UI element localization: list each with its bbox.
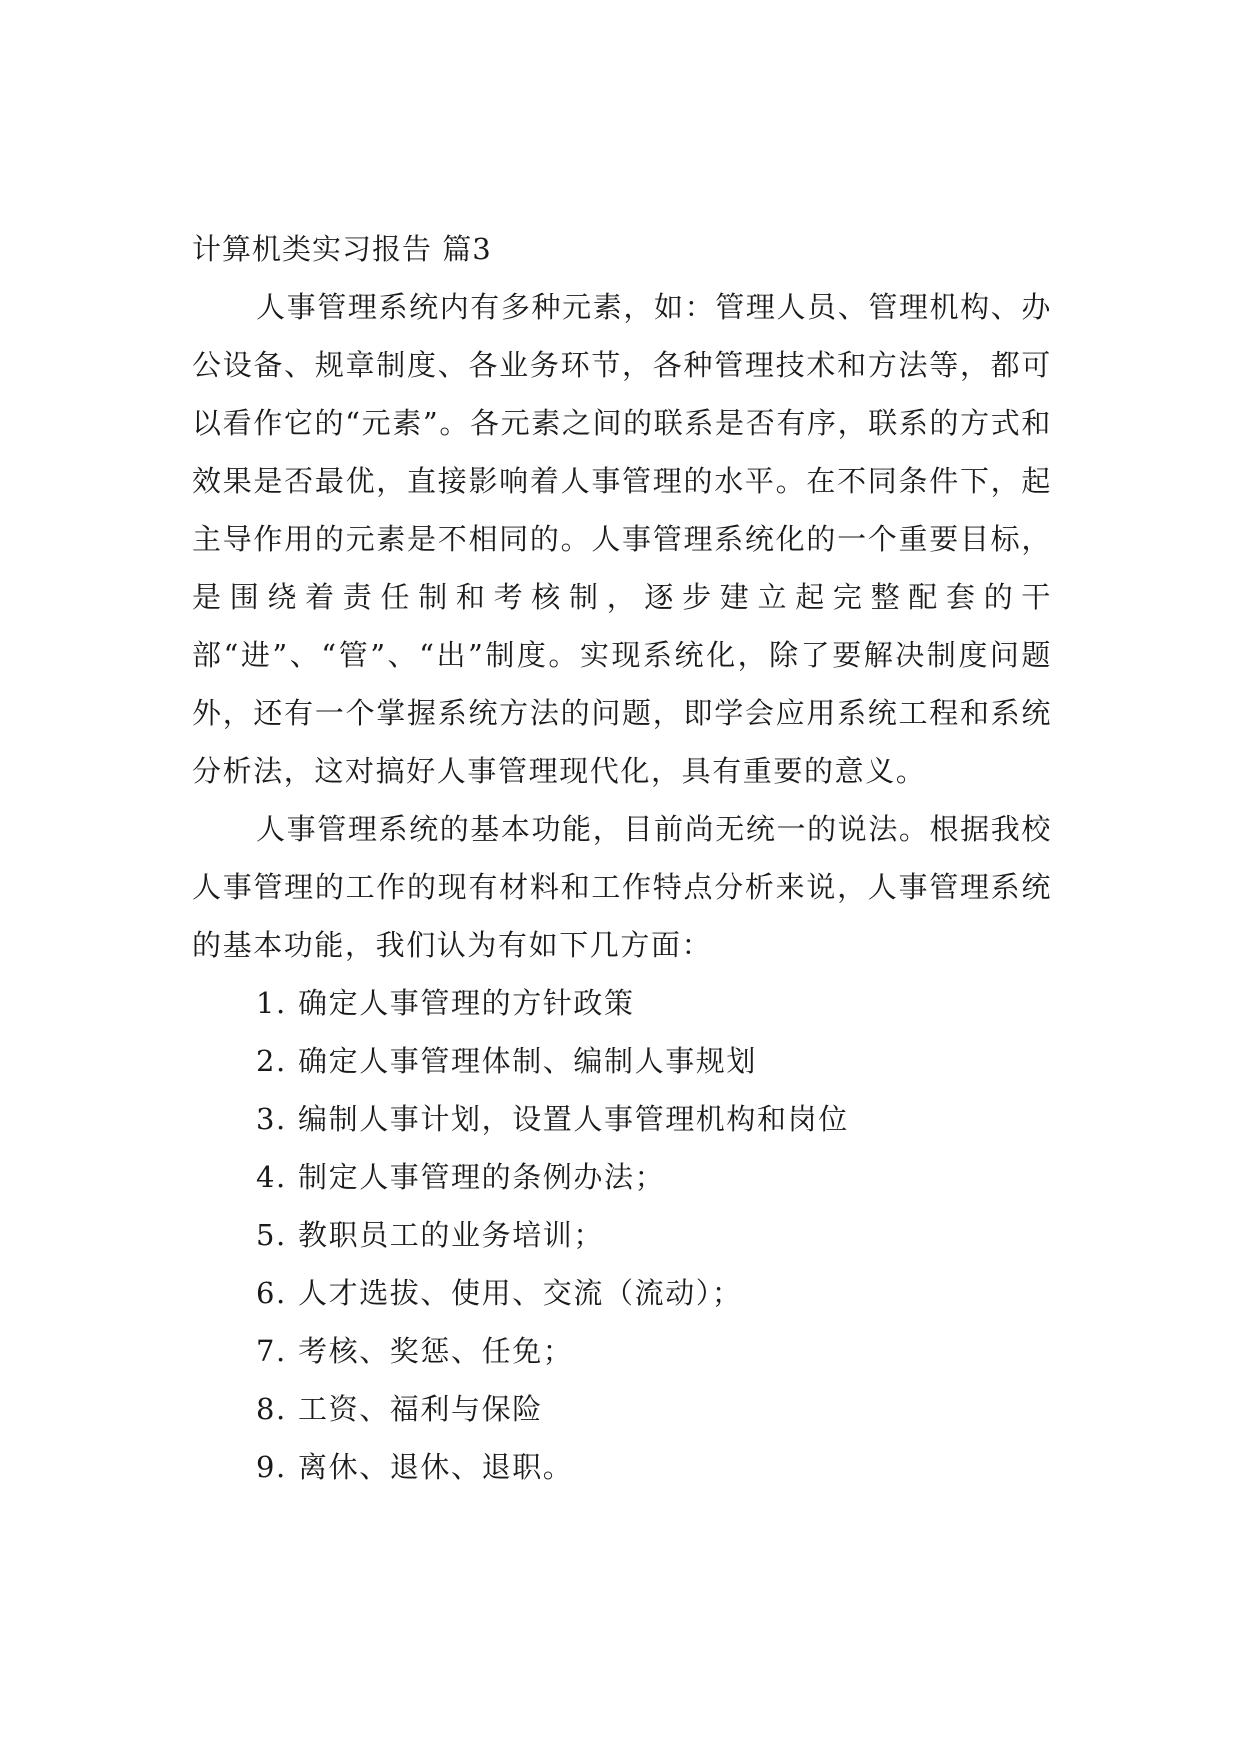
list-item-number: 2. <box>256 1044 287 1078</box>
list-item-number: 3. <box>256 1102 287 1136</box>
list-item-text: 离休、退休、退职。 <box>298 1450 574 1484</box>
list-item-number: 5. <box>256 1218 287 1252</box>
list-item-text: 制定人事管理的条例办法； <box>298 1160 666 1194</box>
list-item <box>192 1264 1052 1322</box>
paragraph-system-elements: 人事管理系统内有多种元素，如：管理人员、管理机构、办公设备、规章制度、各业务环节，各种管理技术和方法等，都可以看作它的“元素”。各元素之间的联系是否有序，联系的方式和效果是否最优，直接影响着人事管理的水平。在不同条件下，起主导作用的元素是不相同的。人事管理系统化的一个重要目标，是围绕着责任制和考核制，逐步建立起完整配套的干部“进”、“管”、“出”制度。实现系统化，除了要解决制度问题外，还有一个掌握系统方法的问题，即学会应用系统工程和系统分析法，这对搞好人事管理现代化，具有重要的意义。 <box>192 290 1052 788</box>
list-item-number: 9. <box>256 1450 287 1484</box>
paragraph-basic-functions: 人事管理系统的基本功能，目前尚无统一的说法。根据我校人事管理的工作的现有材料和工作特点分析来说，人事管理系统的基本功能，我们认为有如下几方面： <box>192 812 1052 962</box>
list-item-text: 考核、奖惩、任免； <box>298 1334 574 1368</box>
list-item <box>192 1322 1052 1380</box>
list-item-number: 7. <box>256 1334 287 1368</box>
list-item-text: 工资、福利与保险 <box>298 1392 543 1426</box>
list-item-number: 1. <box>256 986 287 1020</box>
list-item-text: 人才选拔、使用、交流（流动）； <box>298 1276 743 1310</box>
list-item-number: 4. <box>256 1160 287 1194</box>
list-item <box>192 1148 1052 1206</box>
list-item <box>192 1032 1052 1090</box>
list-item-number: 6. <box>256 1276 287 1310</box>
list-item-text: 确定人事管理的方针政策 <box>298 986 635 1020</box>
list-item <box>192 1438 1052 1496</box>
section-title: 计算机类实习报告 篇3 <box>192 232 492 266</box>
list-item-number: 8. <box>256 1392 287 1426</box>
list-item <box>192 1090 1052 1148</box>
list-item <box>192 1206 1052 1264</box>
document-body <box>192 220 1052 1496</box>
list-item <box>192 974 1052 1032</box>
function-list <box>192 974 1052 1496</box>
list-item <box>192 1380 1052 1438</box>
list-item-text: 教职员工的业务培训； <box>298 1218 605 1252</box>
list-item-text: 确定人事管理体制、编制人事规划 <box>298 1044 758 1078</box>
list-item-text: 编制人事计划，设置人事管理机构和岗位 <box>298 1102 849 1136</box>
